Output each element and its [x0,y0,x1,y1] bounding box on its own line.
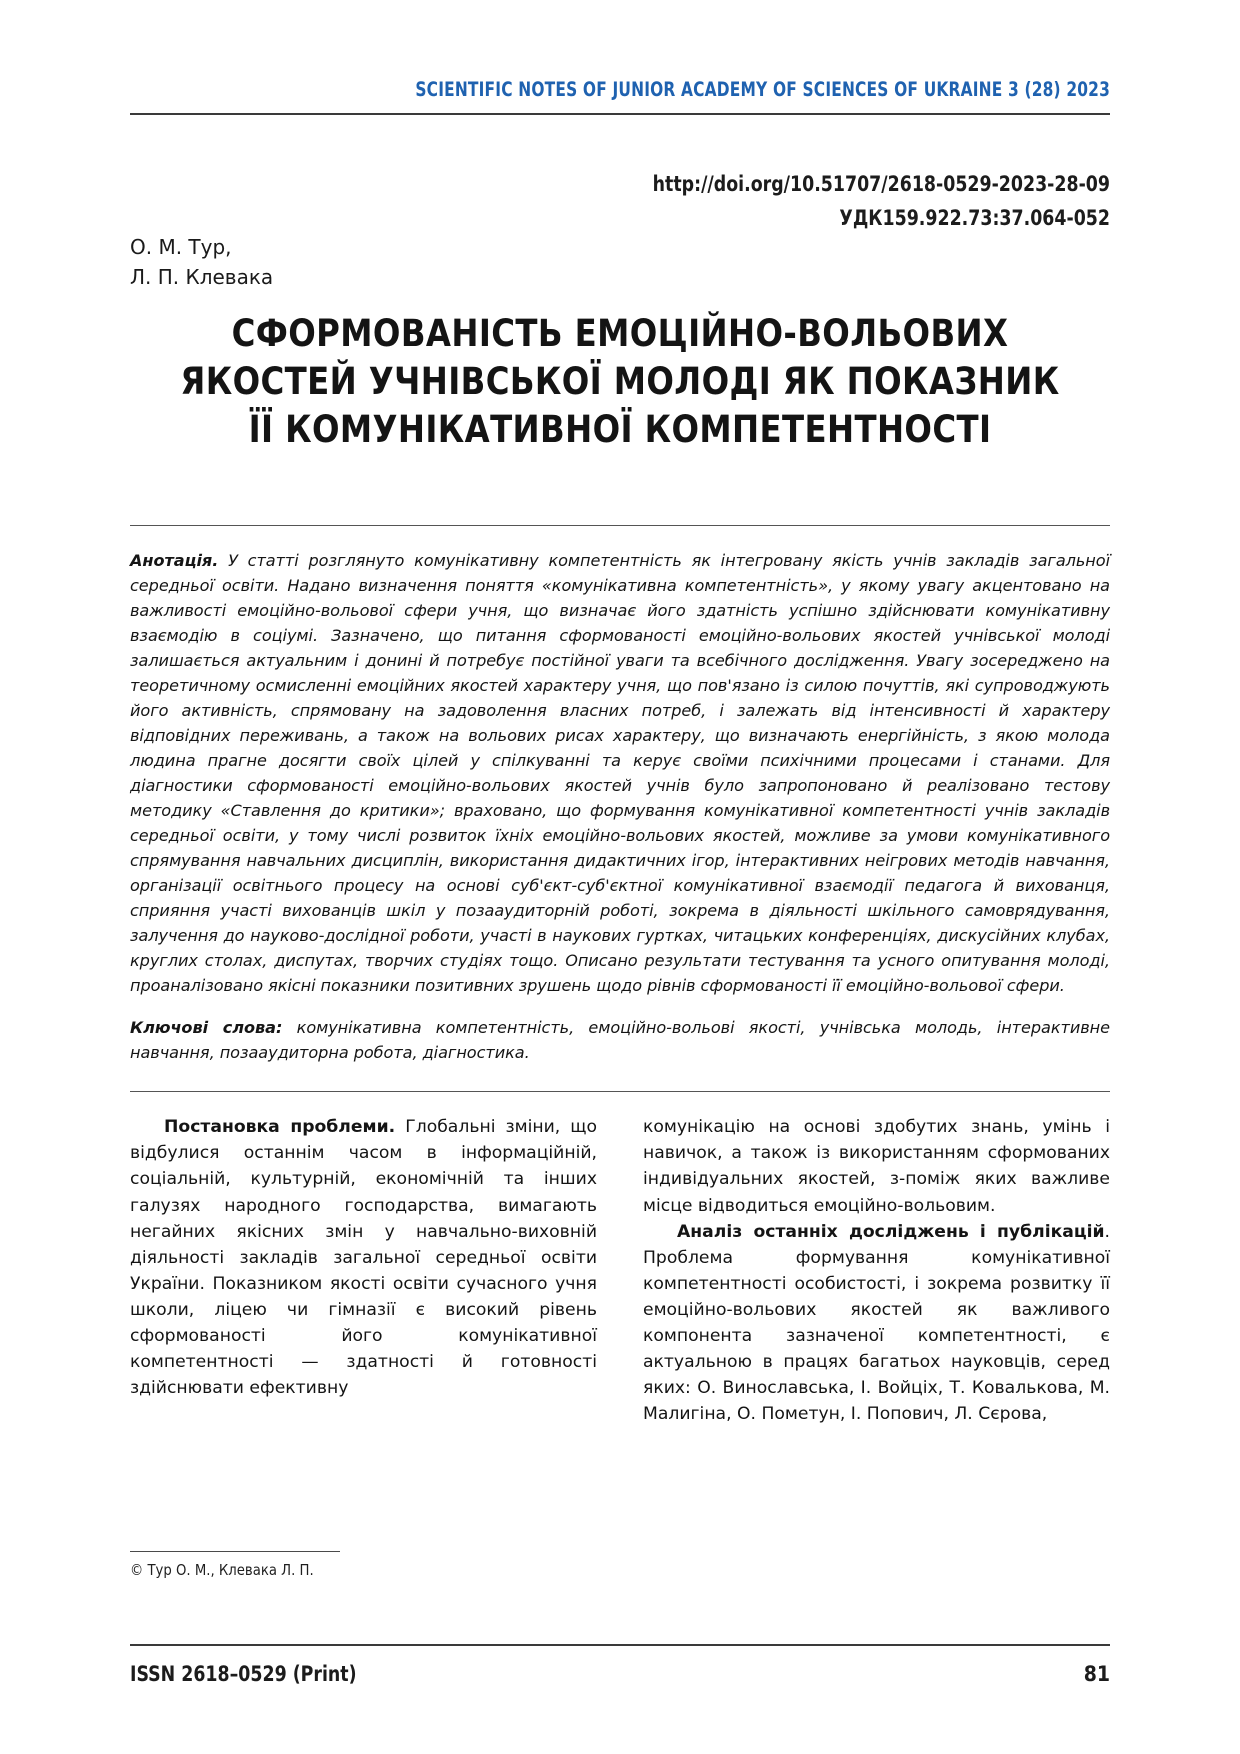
left-column [130,1114,597,1427]
abstract-text: У статті розглянуто комунікативну компетентність як інтегровану якість учнів закладів загальної середньої освіти. Надано визначення поняття «комунікативна компетентність», у якому увагу акцентовано на важливості емоційно-вольової сфери учня, що визначає його здатність успішно здійснювати комунікативну взаємодію в соціумі. Зазначено, що питання сформованості емоційно-вольових якостей учнівської молоді залишається актуальним і донині й потребує постійної уваги та всебічного дослідження. Увагу зосереджено на теоретичному осмисленні емоційних якостей характеру учня, що пов'язано із силою почуттів, які супроводжують його активність, спрямовану на задоволення власних потреб, і залежать від інтенсивності й характеру відповідних переживань, а також на вольових рисах характеру, що визначають енергійність, з якою молода людина прагне досягти своїх цілей у спілкуванні та керує своїми психічними процесами і станами. Для діагностики сформованості емоційно-вольових якостей учнів було запропоновано й реалізовано тестову методику «Ставлення до критики»; враховано, що формування комунікативної компетентності учнів закладів середньої освіти, у тому числі розвиток їхніх емоційно-вольових якостей, можливе за умови комунікативного спрямування навчальних дисциплін, використання дидактичних ігор, інтерактивних неігрових методів навчання, організації освітнього процесу на основі суб'єкт-суб'єктної комунікативної взаємодії педагога й вихованця, сприяння участі вихованців шкіл у позааудиторній роботі, зокрема в діяльності шкільного самоврядування, залучення до науково-дослідної роботи, участі в наукових гуртках, читацьких конференціях, дискусійних клубах, круглих столах, диспутах, творчих студіях тощо. Описано результати тестування та усного опитування молоді, проаналізовано якісні показники позитивних зрушень щодо рівнів сформованості її емоційно-вольової сфери. [130,551,1110,996]
article-title [130,309,1110,453]
running-head: SCIENTIFIC NOTES OF JUNIOR ACADEMY OF SCIENCES OF UKRAINE 3 (28) 2023 [415,78,1110,101]
authors-block [130,232,273,292]
left-paragraph-1 [130,1114,597,1401]
abstract-top-rule [130,525,1110,526]
title-line-1: СФОРМОВАНІСТЬ ЕМОЦІЙНО-ВОЛЬОВИХ [231,311,1009,356]
right-paragraph-2 [643,1219,1110,1428]
copyright-footnote [130,1551,597,1579]
page-footer [130,1662,1110,1686]
body-top-rule [130,1091,1110,1092]
copyright-text: © Тур О. М., Клевака Л. П. [130,1561,314,1579]
footnote-rule [130,1551,340,1552]
author-1: О. М. Тур, [130,235,232,259]
keywords-block [130,1015,1110,1065]
abstract-label: Анотація. [130,551,219,571]
header-rule [130,113,1110,115]
doi-line[interactable]: http://doi.org/10.51707/2618-0529-2023-28-09 [652,172,1110,196]
author-2: Л. П. Клевака [130,265,274,289]
identifiers-block [130,167,1110,235]
footer-rule [130,1644,1110,1646]
issn-label: ISSN 2618–0529 (Print) [130,1662,357,1686]
literature-review-lead: Аналіз останніх досліджень і публікацій [677,1221,1105,1242]
literature-review-text: . Проблема формування комунікативної компетентності особистості, і зокрема розвитку її емоційно-вольових якостей як важливого компонента зазначеної компетентності, є актуальною в працях багатьох науковців, серед яких: О. Винославська, І. Войціх, Т. Ковалькова, М. Малигіна, О. Пометун, І. Попович, Л. Сєрова, [643,1221,1110,1425]
udc-line: УДК159.922.73:37.064-052 [839,206,1110,231]
right-paragraph-1: комунікацію на основі здобутих знань, умінь і навичок, а також із використанням сформованих індивідуальних якостей, з-поміж яких важливе місце відводиться емоційно-вольовим. [643,1117,1110,1216]
right-column [643,1114,1110,1427]
page-number: 81 [1083,1662,1110,1686]
problem-statement-text: Глобальні зміни, що відбулися останнім часом в інформаційній, соціальній, культурній, економічній та інших галузях народного господарства, вимагають негайних якісних змін у навчально-виховній діяльності закладів загальної середньої освіти України. Показником якості освіти сучасного учня школи, ліцею чи гімназії є високий рівень сформованості його комунікативної компетентності — здатності й готовності здійснювати ефективну [130,1117,597,1398]
body-columns [130,1114,1110,1427]
keywords-text: комунікативна компетентність, емоційно-вольові якості, учнівська молодь, інтерактивне навчання, позааудиторна робота, діагностика. [130,1018,1110,1063]
problem-statement-lead: Постановка проблеми. [164,1117,396,1138]
keywords-label: Ключові слова: [130,1018,283,1038]
title-line-2: ЯКОСТЕЙ УЧНІВСЬКОЇ МОЛОДІ ЯК ПОКАЗНИК [180,359,1060,404]
title-line-3: ЇЇ КОМУНІКАТИВНОЇ КОМПЕТЕНТНОСТІ [248,407,992,452]
abstract-block [130,548,1110,998]
